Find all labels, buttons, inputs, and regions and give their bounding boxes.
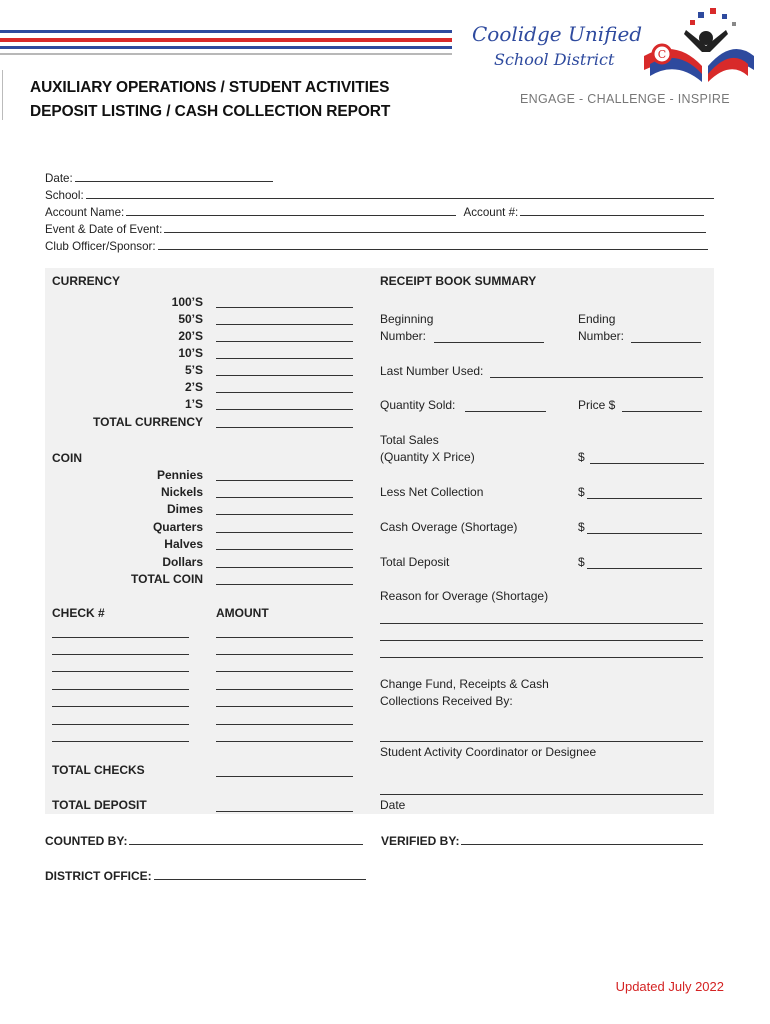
total-deposit-dollar: $ [578,555,585,569]
check-amount-blank[interactable] [216,671,353,672]
total-currency-blank[interactable] [216,427,353,428]
header-stripe-red [0,38,452,42]
updated-note: Updated July 2022 [615,979,724,994]
price-blank[interactable] [622,411,702,412]
total-checks-blank[interactable] [216,776,353,777]
currency-10s-label: 10’S [178,346,203,360]
logo-line1: Coolidge Unified [472,22,643,46]
coin-pennies-label: Pennies [156,468,203,482]
reason-blank[interactable] [380,657,703,658]
check-amount-blank[interactable] [216,637,353,638]
form-panel [45,268,714,814]
coin-nickels-label: Nickels [160,485,203,499]
verified-by-field[interactable] [381,833,703,848]
change-fund-label-1: Change Fund, Receipts & Cash [380,677,549,691]
district-office-field[interactable] [45,868,366,883]
currency-50s-blank[interactable] [216,324,353,325]
date-label: Date: [45,172,73,185]
quantity-sold-blank[interactable] [465,411,546,412]
coin-halves-blank[interactable] [216,549,353,550]
page-title [30,76,390,124]
logo-tagline: ENGAGE - CHALLENGE - INSPIRE [520,92,730,106]
ending-number-blank[interactable] [631,342,701,343]
total-deposit-receipt-label: Total Deposit [380,555,450,569]
price-label: Price $ [578,398,616,412]
last-number-blank[interactable] [490,377,703,378]
school-field[interactable] [45,187,714,205]
total-coin-blank[interactable] [216,584,353,585]
coordinator-label: Student Activity Coordinator or Designee [380,745,597,759]
receipt-date-blank[interactable] [380,794,703,795]
total-deposit-receipt-blank[interactable] [587,568,702,569]
account-number-label: Account #: [463,206,519,219]
check-number-blank[interactable] [52,637,189,638]
open-book-icon [636,8,756,88]
left-margin-bar [2,70,3,120]
check-number-blank[interactable] [52,654,189,655]
total-deposit-blank[interactable] [216,811,353,812]
coin-quarters-label: Quarters [152,520,203,534]
event-blank[interactable] [164,221,706,233]
check-number-blank[interactable] [52,724,189,725]
overage-label: Cash Overage (Shortage) [380,520,518,534]
ending-label-1: Ending [578,312,616,326]
sponsor-blank[interactable] [158,238,708,250]
check-number-blank[interactable] [52,689,189,690]
school-label: School: [45,189,84,202]
total-coin-label: TOTAL COIN [131,572,203,586]
header-stripe-gray [0,53,452,55]
change-fund-label-2: Collections Received By: [380,694,513,708]
district-office-blank[interactable] [154,868,366,880]
sponsor-field[interactable] [45,238,708,256]
account-name-blank[interactable] [126,204,456,216]
total-sales-blank[interactable] [590,463,704,464]
check-number-blank[interactable] [52,706,189,707]
currency-5s-label: 5’S [184,363,203,377]
reason-blank[interactable] [380,623,703,624]
check-number-blank[interactable] [52,741,189,742]
check-amount-blank[interactable] [216,654,353,655]
counted-by-blank[interactable] [129,833,363,845]
verified-by-label: VERIFIED BY: [381,834,460,848]
beginning-label-1: Beginning [380,312,434,326]
coin-heading: COIN [52,451,82,465]
total-deposit-label: TOTAL DEPOSIT [52,798,147,812]
currency-1s-label: 1’S [184,397,203,411]
total-sales-label-2: (Quantity X Price) [380,450,475,464]
event-label: Event & Date of Event: [45,223,163,236]
less-net-label: Less Net Collection [380,485,484,499]
less-net-dollar: $ [578,485,585,499]
coin-halves-label: Halves [164,537,203,551]
title-line2: DEPOSIT LISTING / CASH COLLECTION REPORT [30,103,391,120]
currency-heading: CURRENCY [52,274,121,288]
beginning-number-blank[interactable] [434,342,544,343]
logo-line2: School District [494,50,615,69]
header-stripe-blue-bottom [0,46,452,49]
verified-by-blank[interactable] [461,833,703,845]
currency-2s-label: 2’S [184,380,203,394]
reason-blank[interactable] [380,640,703,641]
coordinator-signature-blank[interactable] [380,741,703,742]
coin-pennies-blank[interactable] [216,480,353,481]
currency-10s-blank[interactable] [216,358,353,359]
check-amount-blank[interactable] [216,689,353,690]
school-blank[interactable] [86,187,714,199]
coin-dollars-label: Dollars [162,555,203,569]
check-number-heading: CHECK # [52,606,105,620]
date-blank[interactable] [75,170,273,182]
coin-dollars-blank[interactable] [216,567,353,568]
district-logo [466,8,756,110]
account-name-field[interactable] [45,204,704,222]
sponsor-label: Club Officer/Sponsor: [45,240,156,253]
total-sales-dollar: $ [578,450,585,464]
currency-100s-label: 100’S [171,295,203,309]
currency-100s-blank[interactable] [216,307,353,308]
account-number-blank[interactable] [520,204,704,216]
svg-text:C: C [657,48,667,61]
counted-by-label: COUNTED BY: [45,834,128,848]
coin-nickels-blank[interactable] [216,497,353,498]
overage-dollar: $ [578,520,585,534]
ending-label-2: Number: [578,329,625,343]
less-net-blank[interactable] [587,498,702,499]
date-field[interactable] [45,170,273,188]
check-amount-heading: AMOUNT [216,606,269,620]
check-number-blank[interactable] [52,671,189,672]
title-line1: AUXILIARY OPERATIONS / STUDENT ACTIVITIES [30,79,390,96]
overage-blank[interactable] [587,533,702,534]
check-amount-blank[interactable] [216,741,353,742]
coin-dimes-label: Dimes [166,502,203,516]
counted-by-field[interactable] [45,833,363,848]
quantity-sold-label: Quantity Sold: [380,398,456,412]
district-office-label: DISTRICT OFFICE: [45,869,152,883]
total-checks-label: TOTAL CHECKS [52,763,145,777]
header-stripe-blue-top [0,30,452,33]
reason-label: Reason for Overage (Shortage) [380,589,549,603]
receipt-heading: RECEIPT BOOK SUMMARY [380,274,537,288]
beginning-label-2: Number: [380,329,427,343]
currency-1s-blank[interactable] [216,409,353,410]
total-currency-label: TOTAL CURRENCY [92,415,203,429]
currency-50s-label: 50’S [178,312,203,326]
coin-quarters-blank[interactable] [216,532,353,533]
account-name-label: Account Name: [45,206,125,219]
currency-20s-blank[interactable] [216,341,353,342]
receipt-date-label: Date [380,798,406,812]
check-amount-blank[interactable] [216,706,353,707]
last-number-label: Last Number Used: [380,364,484,378]
currency-5s-blank[interactable] [216,375,353,376]
total-sales-label-1: Total Sales [380,433,439,447]
currency-20s-label: 20’S [178,329,203,343]
coin-dimes-blank[interactable] [216,514,353,515]
check-amount-blank[interactable] [216,724,353,725]
event-field[interactable] [45,221,706,239]
currency-2s-blank[interactable] [216,392,353,393]
